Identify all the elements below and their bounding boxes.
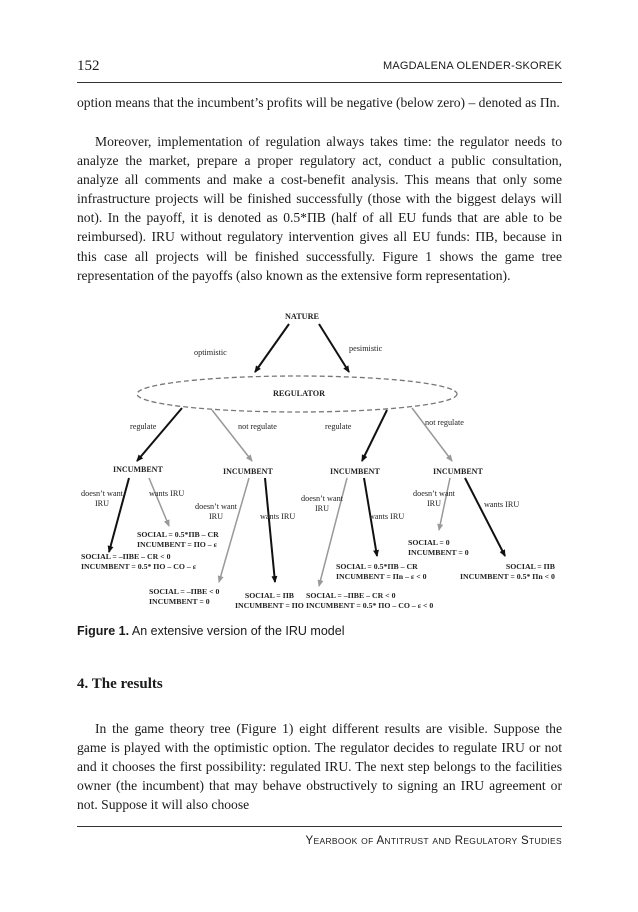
- payoff-7-social: SOCIAL = 0: [408, 538, 450, 547]
- label-pessimistic: pesimistic: [349, 344, 383, 353]
- paragraph-3: In the game theory tree (Figure 1) eight different results are visible. Suppose the game is played with the optimistic option. The regulator decides to regulate IRU or not and it chooses the first possibility: regulated IRU. The next step belongs to the facilities owner (the incumbent) that may behave obstructively to signing an IRU agreement or not. Suppose it will also choose: [77, 721, 562, 813]
- label-doesnt-want-1: doesn’t want IRU: [81, 489, 123, 508]
- paragraph-block-results: [77, 719, 562, 814]
- payoff-5-incumbent: INCUMBENT = 0.5* ΠO – CO – ε < 0: [306, 601, 434, 610]
- node-incumbent-4: INCUMBENT: [433, 467, 483, 476]
- footer-of: OF: [361, 836, 374, 846]
- footer-y: Y: [305, 835, 314, 847]
- running-footer-journal: [306, 835, 562, 847]
- label-not-regulate-2: not regulate: [425, 418, 464, 427]
- figure-caption: [77, 624, 344, 638]
- label-not-regulate-1: not regulate: [238, 422, 277, 431]
- footer-ntitrust: NTITRUST: [384, 836, 429, 846]
- label-wants-4: wants IRU: [484, 500, 520, 509]
- payoff-2: [137, 530, 219, 550]
- footer-r: R: [454, 835, 464, 847]
- payoff-5: [306, 591, 433, 611]
- payoff-5-social: SOCIAL = –ΠBE – CR < 0: [306, 591, 396, 600]
- paragraph-block: [77, 132, 562, 285]
- section-heading: 4. The results: [77, 676, 163, 692]
- label-regulate-2: regulate: [325, 422, 352, 431]
- label-optimistic: optimistic: [194, 348, 227, 357]
- node-regulator: REGULATOR: [273, 389, 326, 398]
- payoff-6-social: SOCIAL = 0.5*ΠB – CR: [336, 562, 418, 571]
- footer-tudies: TUDIES: [529, 836, 562, 846]
- payoff-3: [149, 587, 219, 607]
- node-nature: NATURE: [285, 312, 319, 321]
- payoff-8-incumbent: INCUMBENT = 0.5* Πn < 0: [460, 572, 555, 581]
- payoff-6-incumbent: INCUMBENT = Πn – ε < 0: [336, 572, 427, 581]
- footer-and: AND: [432, 836, 452, 846]
- payoff-1-incumbent: INCUMBENT = 0.5* ΠO – CO – ε: [81, 562, 197, 571]
- figure-caption-text: An extensive version of the IRU model: [129, 624, 345, 638]
- label-wants-1: wants IRU: [149, 489, 185, 498]
- payoff-3-incumbent: INCUMBENT = 0: [149, 597, 210, 606]
- payoff-2-social: SOCIAL = 0.5*ΠB – CR: [137, 530, 219, 539]
- payoff-7-incumbent: INCUMBENT = 0: [408, 548, 469, 557]
- paragraph-continued: [77, 93, 562, 112]
- payoff-4-incumbent: INCUMBENT = ΠO: [235, 601, 304, 610]
- paragraph-1: option means that the incumbent’s profits will be negative (below zero) – denoted as Πn.: [77, 95, 560, 110]
- footer-earbook: EARBOOK: [313, 836, 358, 846]
- footer-s: S: [521, 835, 530, 847]
- payoff-4: [235, 591, 304, 611]
- label-wants-2: wants IRU: [260, 512, 296, 521]
- label-doesnt-want-2: doesn’t want IRU: [195, 502, 237, 521]
- payoff-6: [336, 562, 427, 582]
- payoff-7: [408, 538, 469, 558]
- payoff-8: [460, 562, 555, 582]
- payoff-3-social: SOCIAL = –ΠBE < 0: [149, 587, 220, 596]
- payoff-2-incumbent: INCUMBENT = ΠO – ε: [137, 540, 217, 549]
- payoff-1-social: SOCIAL = –ΠBE – CR < 0: [81, 552, 171, 561]
- node-incumbent-1: INCUMBENT: [113, 465, 163, 474]
- footer-egulatory: EGULATORY: [463, 836, 518, 846]
- footer-a: A: [376, 835, 385, 847]
- figure-caption-label: Figure 1.: [77, 624, 130, 638]
- running-header-author: MAGDALENA OLENDER-SKOREK: [382, 60, 562, 72]
- node-incumbent-3: INCUMBENT: [330, 467, 380, 476]
- node-incumbent-2: INCUMBENT: [223, 467, 273, 476]
- label-regulate-1: regulate: [130, 422, 157, 431]
- label-doesnt-want-4: doesn’t want IRU: [413, 489, 455, 508]
- game-tree-figure: [77, 304, 562, 620]
- paragraph-2: Moreover, implementation of regulation always takes time: the regulator needs to analyze the market, prepare a proper regulatory act, conduct a public consultation, analyze all comments and make a cost-benefit analysis. This means that only some infrastructure projects will be finished successfully (those with the biggest delays will not). In the payoff, it is denoted as 0.5*ΠB (half of all EU funds that are able to be reimbursed). IRU without regulatory intervention gives all EU funds: ΠB, because in this case all projects will be finished successfully. Figure 1 shows the game tree representation of the payoffs (also known as the extensive form representation).: [77, 134, 562, 283]
- payoff-1: [81, 552, 196, 572]
- payoff-8-social: SOCIAL = ΠB: [505, 562, 555, 571]
- footer-rule: [77, 826, 562, 827]
- label-wants-3: wants IRU: [369, 512, 405, 521]
- page-number: 152: [77, 58, 100, 74]
- header-rule: [77, 82, 562, 83]
- payoff-4-social: SOCIAL = ΠB: [244, 591, 294, 600]
- label-doesnt-want-3: doesn’t want IRU: [301, 494, 343, 513]
